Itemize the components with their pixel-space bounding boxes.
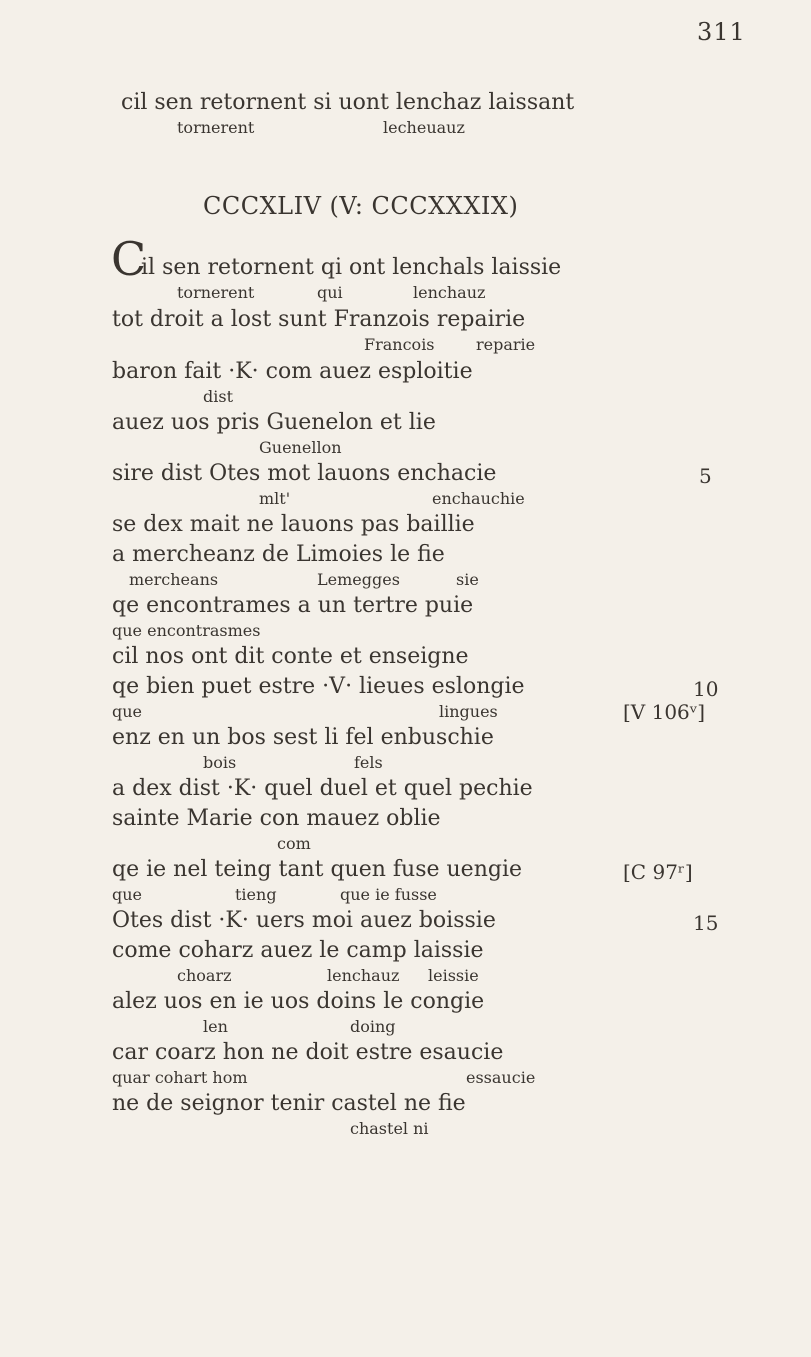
verse-line: a dex dist ·K· quel duel et quel pechie (112, 776, 533, 801)
verse-line: cil nos ont dit conte et enseigne (112, 644, 469, 669)
variant-reading: leissie (428, 966, 479, 985)
variant-reading: enchauchie (432, 489, 525, 508)
verse-line: se dex mait ne lauons pas baillie (112, 512, 475, 537)
verse-line: alez uos en ie uos doins le congie (112, 989, 485, 1014)
variant-reading: lenchauz (327, 966, 400, 985)
drop-capital: C (111, 232, 147, 286)
intro-variant: lecheuauz (383, 118, 465, 137)
verse-line: qe bien puet estre ·V· lieues eslongie (112, 674, 525, 699)
variant-reading: bois (203, 753, 237, 772)
line-number: 10 (693, 677, 719, 701)
variant-reading: len (203, 1017, 228, 1036)
verse-line: qe ie nel teing tant quen fuse uengie (112, 857, 523, 882)
variant-reading: mercheans (129, 570, 219, 589)
line-number: 5 (699, 464, 712, 488)
variant-reading: quar cohart hom (112, 1068, 248, 1087)
variant-reading: Francois (364, 335, 435, 354)
variant-reading: que (112, 885, 143, 904)
variant-reading: mlt' (259, 489, 291, 508)
variant-reading: Lemegges (317, 570, 400, 589)
variant-reading: tornerent (177, 283, 255, 302)
variant-reading: reparie (476, 335, 536, 354)
variant-reading: sie (456, 570, 479, 589)
verse-line: ne de seignor tenir castel ne fie (112, 1091, 466, 1116)
variant-reading: lingues (439, 702, 498, 721)
manuscript-reference: [V 106ᵛ] (623, 700, 706, 724)
verse-line: qe encontrames a un tertre puie (112, 593, 474, 618)
verse-line: baron fait ·K· com auez esploitie (112, 359, 473, 384)
variant-reading: doing (350, 1017, 396, 1036)
verse-line: enz en un bos sest li fel enbuschie (112, 725, 494, 750)
variant-reading: chastel ni (350, 1119, 429, 1138)
verse-line: sire dist Otes mot lauons enchacie (112, 461, 497, 486)
verse-line: sainte Marie con mauez oblie (112, 806, 441, 831)
variant-reading: que encontrasmes (112, 621, 261, 640)
variant-reading: que (112, 702, 143, 721)
variant-reading: que ie fusse (340, 885, 437, 904)
variant-reading: qui (317, 283, 343, 302)
page-number: 311 (697, 18, 746, 46)
manuscript-reference: [C 97ʳ] (623, 860, 693, 884)
section-heading: CCCXLIV (V: CCCXXXIX) (203, 192, 519, 220)
verse-line: car coarz hon ne doit estre esaucie (112, 1040, 504, 1065)
intro-variant: tornerent (177, 118, 255, 137)
verse-line: a mercheanz de Limoies le fie (112, 542, 445, 567)
variant-reading: tieng (235, 885, 277, 904)
variant-reading: lenchauz (413, 283, 486, 302)
line-number: 15 (693, 911, 719, 935)
intro-line: cil sen retornent si uont lenchaz laissant (121, 90, 575, 115)
verse-line: tot droit a lost sunt Franzois repairie (112, 307, 526, 332)
variant-reading: com (277, 834, 311, 853)
variant-reading: choarz (177, 966, 232, 985)
verse-line: il sen retornent qi ont lenchals laissie (141, 255, 562, 280)
verse-line: Otes dist ·K· uers moi auez boissie (112, 908, 496, 933)
variant-reading: essaucie (466, 1068, 536, 1087)
variant-reading: dist (203, 387, 233, 406)
variant-reading: fels (354, 753, 383, 772)
verse-line: come coharz auez le camp laissie (112, 938, 484, 963)
verse-line: auez uos pris Guenelon et lie (112, 410, 436, 435)
variant-reading: Guenellon (259, 438, 342, 457)
